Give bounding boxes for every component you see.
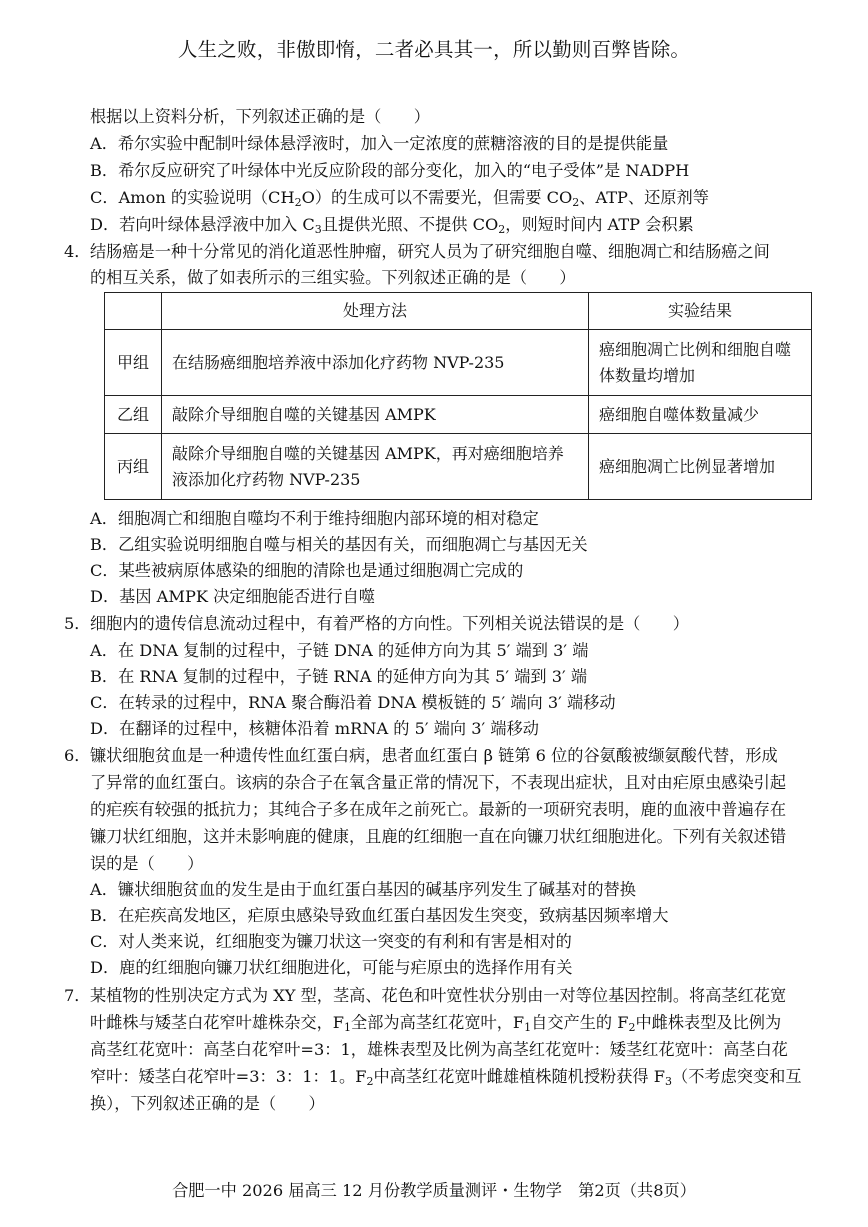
q4-number: 4． <box>64 242 91 261</box>
q7-stem-line2: 叶雌株与矮茎白花窄叶雄株杂交，$F_1$全部为高茎红花宽叶，$F_1$自交产生的 $F_2$中雌株表型及比例为 <box>90 1013 782 1034</box>
q7-stem-line5: 换），下列叙述正确的是（ ） <box>90 1094 325 1113</box>
q6-stem-line3: 的疟疾有较强的抵抗力；其纯合子多在成年之前死亡。最新的一项研究表明，鹿的血液中普遍存在 <box>90 800 787 819</box>
q6-stem-line5: 误的是（ ） <box>90 854 204 873</box>
table-cell-result: 癌细胞凋亡比例和细胞自噬体数量均增加 <box>589 330 812 396</box>
q3-option-b: B．希尔反应研究了叶绿体中光反应阶段的部分变化，加入的“电子受体”是 NADPH <box>90 161 690 180</box>
q7-stem-line3: 高茎红花宽叶：高茎白花窄叶=3：1，雄株表型及比例为高茎红花宽叶：矮茎红花宽叶：高茎白花 <box>90 1040 788 1059</box>
table-cell-method: 敲除介导细胞自噬的关键基因 AMPK，再对癌细胞培养液添加化疗药物 NVP-235 <box>162 434 589 500</box>
q5-option-c: C．在转录的过程中，RNA 聚合酶沿着 DNA 模板链的 5′ 端向 3′ 端移动 <box>90 693 616 712</box>
q3-stem: 根据以上资料分析，下列叙述正确的是（ ） <box>90 107 430 126</box>
table-cell-result: 癌细胞自噬体数量减少 <box>589 396 812 434</box>
q4-option-d: D．基因 AMPK 决定细胞能否进行自噬 <box>90 587 375 606</box>
q5-stem: 5．细胞内的遗传信息流动过程中，有着严格的方向性。下列相关说法错误的是（ ） <box>64 611 689 637</box>
q4-option-b: B．乙组实验说明细胞自噬与相关的基因有关，而细胞凋亡与基因无关 <box>90 535 588 554</box>
q6-option-c: C．对人类来说，红细胞变为镰刀状这一突变的有利和有害是相对的 <box>90 932 572 951</box>
q5-option-d: D．在翻译的过程中，核糖体沿着 mRNA 的 5′ 端向 3′ 端移动 <box>90 719 539 738</box>
q4-stem-line1: 4．结肠癌是一种十分常见的消化道恶性肿瘤，研究人员为了研究细胞自噬、细胞凋亡和结肠癌之间 <box>64 239 770 265</box>
q5-option-b: B．在 RNA 复制的过程中，子链 RNA 的延伸方向为其 5′ 端到 3′ 端 <box>90 667 588 686</box>
q7-number: 7． <box>64 986 91 1005</box>
table-cell-result: 癌细胞凋亡比例显著增加 <box>589 434 812 500</box>
table-header-result: 实验结果 <box>589 293 812 330</box>
table-row <box>105 434 812 500</box>
table-cell-group: 丙组 <box>105 434 162 500</box>
q5-number: 5． <box>64 614 91 633</box>
table-header-row <box>105 293 812 330</box>
q3-option-c: C．Amon 的实验说明$(CH_2O)$的生成可以不需要光，但需要 $CO_2$、ATP、还原剂等 <box>90 188 709 209</box>
table-cell-group: 甲组 <box>105 330 162 396</box>
table-cell-method: 在结肠癌细胞培养液中添加化疗药物 NVP-235 <box>162 330 589 396</box>
q3-option-a: A．希尔实验中配制叶绿体悬浮液时，加入一定浓度的蔗糖溶液的目的是提供能量 <box>90 134 669 153</box>
q4-experiment-table <box>104 292 812 500</box>
q7-stem-line1: 7．某植物的性别决定方式为 XY 型，茎高、花色和叶宽性状分别由一对等位基因控制。将高茎红花宽 <box>64 983 786 1009</box>
q4-stem-line2: 的相互关系，做了如表所示的三组实验。下列叙述正确的是（ ） <box>90 268 576 287</box>
q4-option-a: A．细胞凋亡和细胞自噬均不利于维持细胞内部环境的相对稳定 <box>90 509 539 528</box>
table-row <box>105 396 812 434</box>
q6-stem-line2: 了异常的血红蛋白。该病的杂合子在氧含量正常的情况下，不表现出症状，且对由疟原虫感染引起 <box>90 773 787 792</box>
q6-stem-line4: 镰刀状红细胞，这并未影响鹿的健康，且鹿的红细胞一直在向镰刀状红细胞进化。下列有关叙述错 <box>90 827 787 846</box>
q5-option-a: A．在 DNA 复制的过程中，子链 DNA 的延伸方向为其 5′ 端到 3′ 端 <box>90 641 589 660</box>
table-cell-group: 乙组 <box>105 396 162 434</box>
table-header-method: 处理方法 <box>162 293 589 330</box>
table-cell-method: 敲除介导细胞自噬的关键基因 AMPK <box>162 396 589 434</box>
q3-option-d: D．若向叶绿体悬浮液中加入 $C_3$且提供光照、不提供 $CO_2$，则短时间内 ATP 会积累 <box>90 215 694 236</box>
table-row <box>105 330 812 396</box>
table-header-group <box>105 293 162 330</box>
q6-option-b: B．在疟疾高发地区，疟原虫感染导致血红蛋白基因发生突变，致病基因频率增大 <box>90 906 669 925</box>
q7-stem-line4: 窄叶：矮茎白花窄叶=3：3：1：1。$F_2$中高茎红花宽叶雌雄植株随机授粉获得 $F_3$（不考虑突变和互 <box>90 1067 802 1088</box>
q6-option-d: D．鹿的红细胞向镰刀状红细胞进化，可能与疟原虫的选择作用有关 <box>90 958 573 977</box>
q6-number: 6． <box>64 746 91 765</box>
page-motto: 人生之败，非傲即惰，二者必具其一，所以勤则百弊皆除。 <box>177 38 691 61</box>
q4-option-c: C．某些被病原体感染的细胞的清除也是通过细胞凋亡完成的 <box>90 561 524 580</box>
q6-stem-line1: 6．镰状细胞贫血是一种遗传性血红蛋白病，患者血红蛋白 β 链第 6 位的谷氨酸被缬氨酸代替，形成 <box>64 743 778 769</box>
q6-option-a: A．镰状细胞贫血的发生是由于血红蛋白基因的碱基序列发生了碱基对的替换 <box>90 880 636 899</box>
page-footer: 合肥一中 2026 届高三 12 月份教学质量测评・生物学 第2页（共8页） <box>172 1181 696 1200</box>
